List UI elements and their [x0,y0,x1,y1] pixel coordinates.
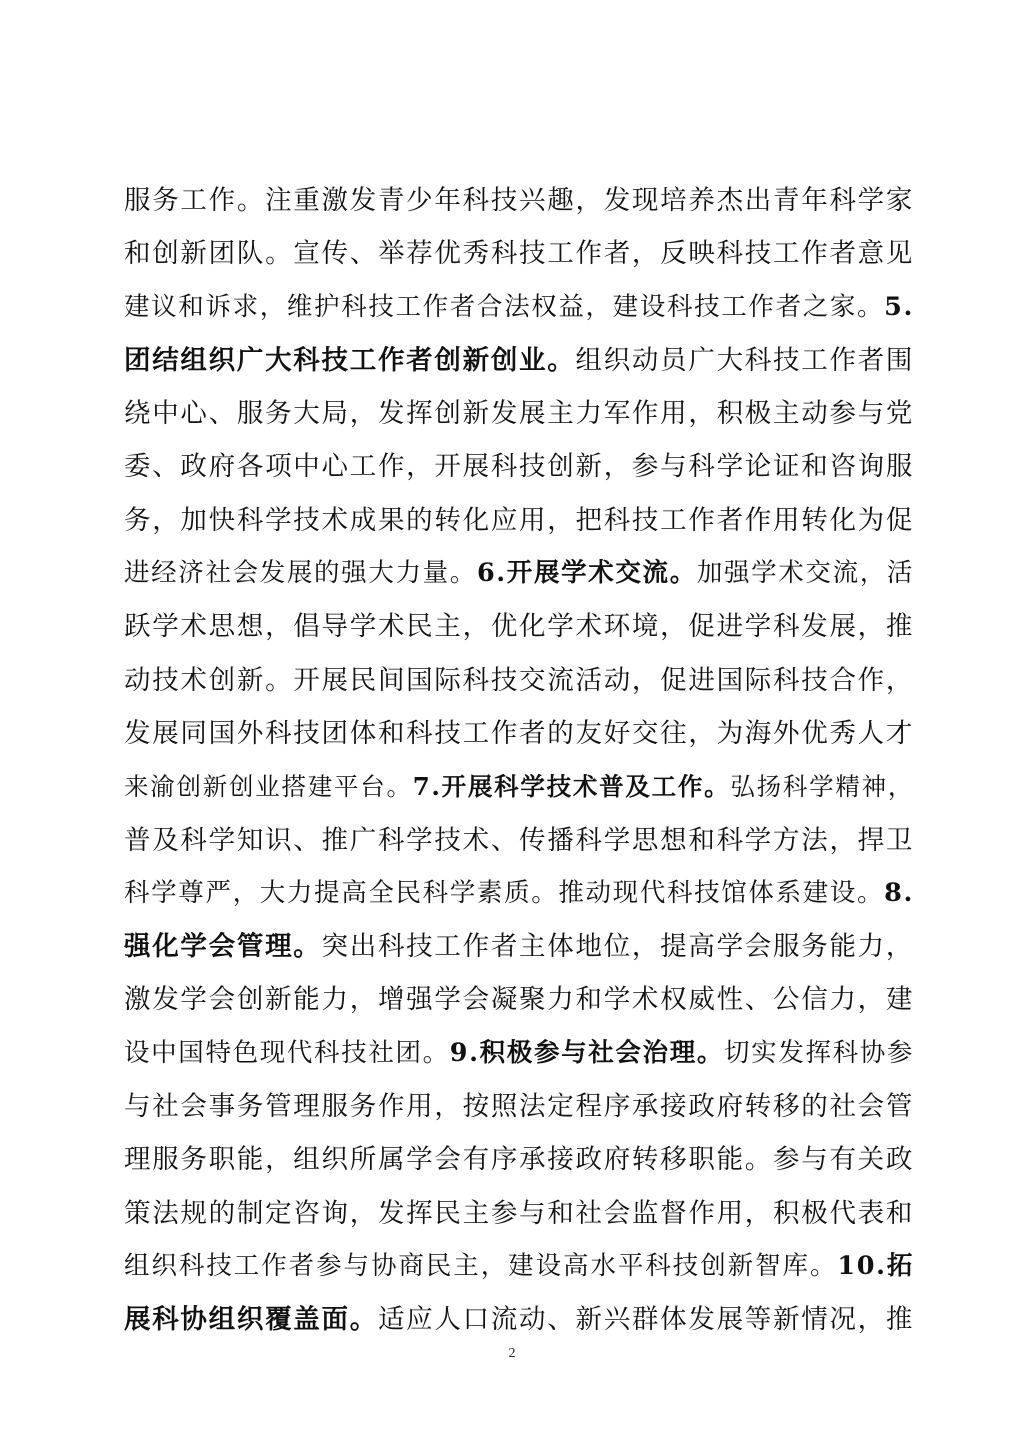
body-text-segment: 弘扬科学精神， [730,772,914,802]
text-line [124,494,914,547]
body-text-segment: 动技术创新。开展民间国际科技交流活动，促进国际科技合作， [124,664,914,696]
body-text-segment: 与社会事务管理服务作用，按照法定程序承接政府转移的社会管 [124,1091,914,1123]
text-line [124,174,914,227]
text-line [124,973,914,1026]
body-text-segment: 建议和诉求，维护科技工作者合法权益，建设科技工作者之家。 [124,291,885,322]
text-line [124,654,914,707]
text-line [124,867,914,920]
bold-heading-text: 9.积极参与社会治理。 [449,1037,725,1068]
text-line [124,814,914,867]
text-line [124,1293,914,1346]
text-line [124,1240,914,1293]
page-number: 2 [508,1346,516,1361]
body-text-segment: 理服务职能，组织所属学会有序承接政府转移职能。参与有关政 [124,1144,914,1176]
body-text-segment: 科学尊严，大力提高全民科学素质。推动现代科技馆体系建设。 [124,877,885,908]
bold-heading-text: 10.拓 [837,1250,914,1281]
text-line [124,707,914,760]
bold-heading-text: 强化学会管理。 [124,931,322,963]
body-text-segment: 务，加快科学技术成果的转化应用，把科技工作者作用转化为促 [124,504,914,536]
bold-heading-text: 5. [884,291,914,322]
body-text-segment: 来渝创新创业搭建平台。 [124,772,413,802]
body-text-segment: 服务工作。注重激发青少年科技兴趣，发现培养杰出青年科学家 [124,185,914,216]
bold-heading-text: 展科协组织覆盖面。 [124,1304,378,1336]
body-text-segment: 适应人口流动、新兴群体发展等新情况，推 [377,1304,914,1336]
text-line [124,440,914,493]
text-line [124,227,914,280]
body-text-segment: 组织科技工作者参与协商民主，建设高水平科技创新智库。 [124,1250,838,1281]
body-text-segment: 进经济社会发展的强大力量。 [124,558,477,589]
body-text-segment: 设中国特色现代科技社团。 [124,1037,450,1068]
text-line [124,547,914,600]
body-text-segment: 激发学会创新能力，增强学会凝聚力和学术权威性、公信力，建 [124,984,914,1016]
body-text-segment: 组织动员广大科技工作者围 [575,344,914,376]
bold-heading-text: 7.开展科学技术普及工作。 [412,772,731,802]
body-text-segment: 普及科学知识、推广科学技术、传播科学思想和科学方法，捍卫 [124,824,914,856]
text-line [124,1133,914,1186]
body-text-segment: 加强学术交流，活 [696,558,914,589]
body-text-segment: 和创新团队。宣传、举荐优秀科技工作者，反映科技工作者意见 [124,238,914,270]
text-line [124,920,914,973]
text-line [124,600,914,653]
bold-heading-text: 6.开展学术交流。 [476,558,697,589]
body-text-segment: 突出科技工作者主体地位，提高学会服务能力， [321,931,914,963]
text-line [124,760,914,813]
text-line [124,334,914,387]
body-text [124,174,914,1347]
text-line [124,1187,914,1240]
bold-heading-text: 8. [884,877,914,908]
body-text-segment: 发展同国外科技团体和科技工作者的友好交往，为海外优秀人才 [124,717,914,749]
body-text-segment: 切实发挥科协参 [724,1037,915,1068]
body-text-segment: 跃学术思想，倡导学术民主，优化学术环境，促进学科发展，推 [124,611,914,643]
text-line [124,1027,914,1080]
text-line [124,1080,914,1133]
text-line [124,281,914,334]
body-text-segment: 委、政府各项中心工作，开展科技创新，参与科学论证和咨询服 [124,451,914,483]
body-text-segment: 绕中心、服务大局，发挥创新发展主力军作用，积极主动参与党 [124,398,914,430]
body-text-segment: 策法规的制定咨询，发挥民主参与和社会监督作用，积极代表和 [124,1197,914,1229]
bold-heading-text: 团结组织广大科技工作者创新创业。 [124,344,576,376]
text-line [124,387,914,440]
